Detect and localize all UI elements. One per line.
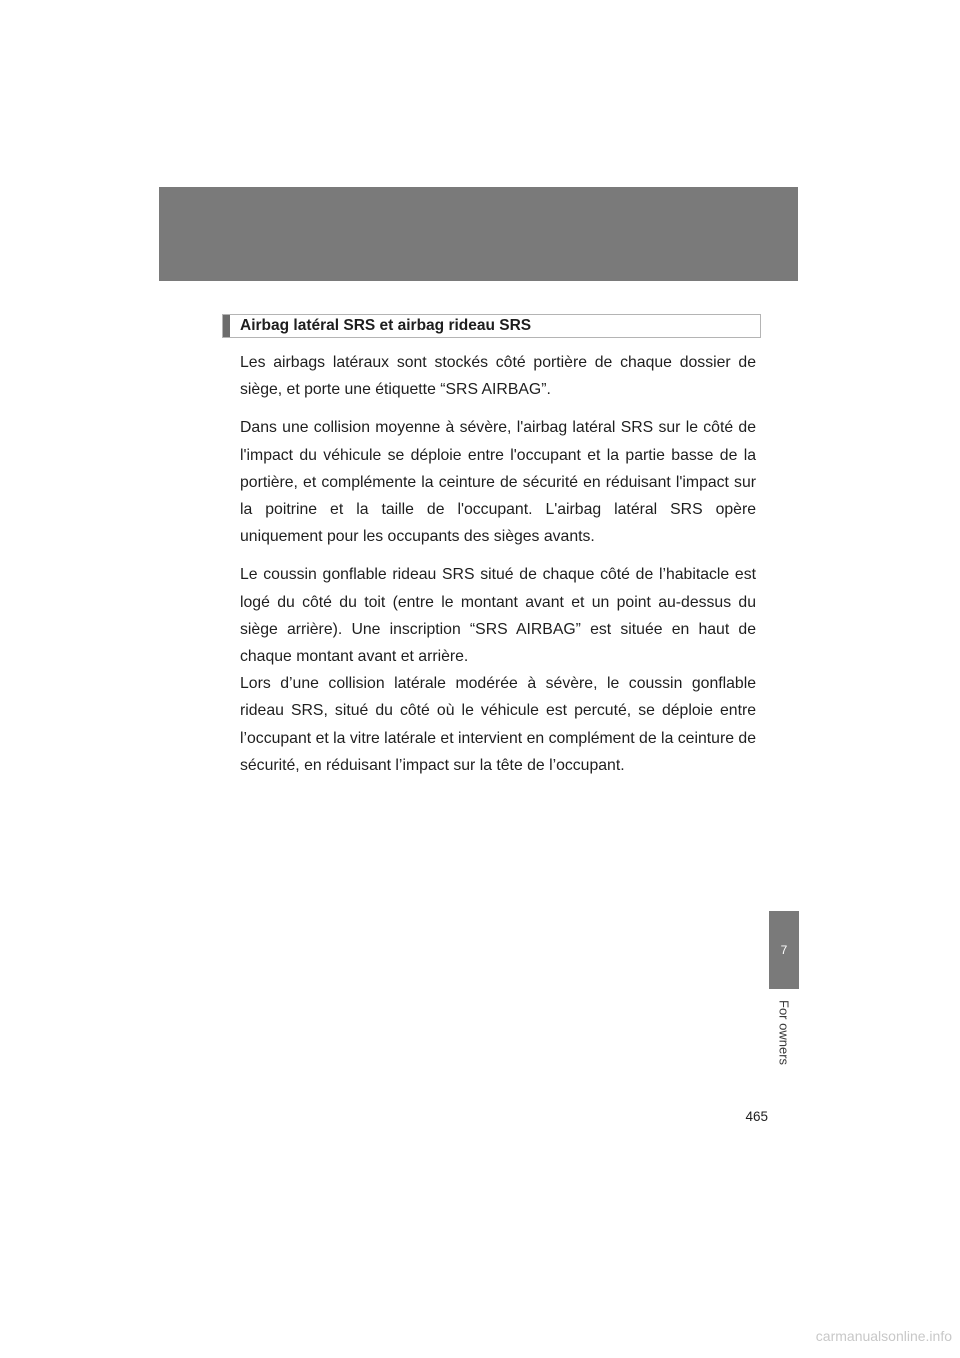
- heading-accent-bar: [223, 315, 230, 337]
- header-band: [159, 187, 798, 281]
- section-title: Airbag latéral SRS et airbag rideau SRS: [240, 317, 532, 334]
- page-number: 465: [745, 1109, 768, 1124]
- section-heading: [222, 314, 761, 338]
- chapter-tab: [769, 911, 799, 989]
- paragraph-2: Dans une collision moyenne à sévère, l'airbag latéral SRS sur le côté de l'impact du véhicule se déploie entre l'occupant et la partie basse de la portière, et complémente la ceinture de sécurité en réduisant l'impact sur la poitrine et la taille de l'occupant. L'airbag latéral SRS opère uniquement pour les occupants des sièges avants.: [240, 419, 756, 546]
- paragraph-1: Les airbags latéraux sont stockés côté portière de chaque dossier de siège, et porte une étiquette “SRS AIRBAG”.: [240, 354, 756, 399]
- watermark: carmanualsonline.info: [815, 1328, 952, 1344]
- body-text: [240, 349, 756, 790]
- paragraph-3: Le coussin gonflable rideau SRS situé de chaque côté de l’habitacle est logé du côté du toit (entre le montant avant et un point au-dessus du siège arrière). Une inscription “SRS AIRBAG” est située en haut de chaque montant avant et arrière.: [240, 566, 756, 666]
- paragraph-4: Lors d’une collision latérale modérée à sévère, le coussin gonflable rideau SRS, situé du côté où le véhicule est percuté, se déploie entre l’occupant et la vitre latérale et intervient en complément de la ceinture de sécurité, en réduisant l’impact sur la tête de l’occupant.: [240, 675, 756, 774]
- chapter-label: [769, 993, 799, 1073]
- chapter-label-text: For owners: [776, 1000, 792, 1066]
- chapter-number: 7: [780, 943, 788, 957]
